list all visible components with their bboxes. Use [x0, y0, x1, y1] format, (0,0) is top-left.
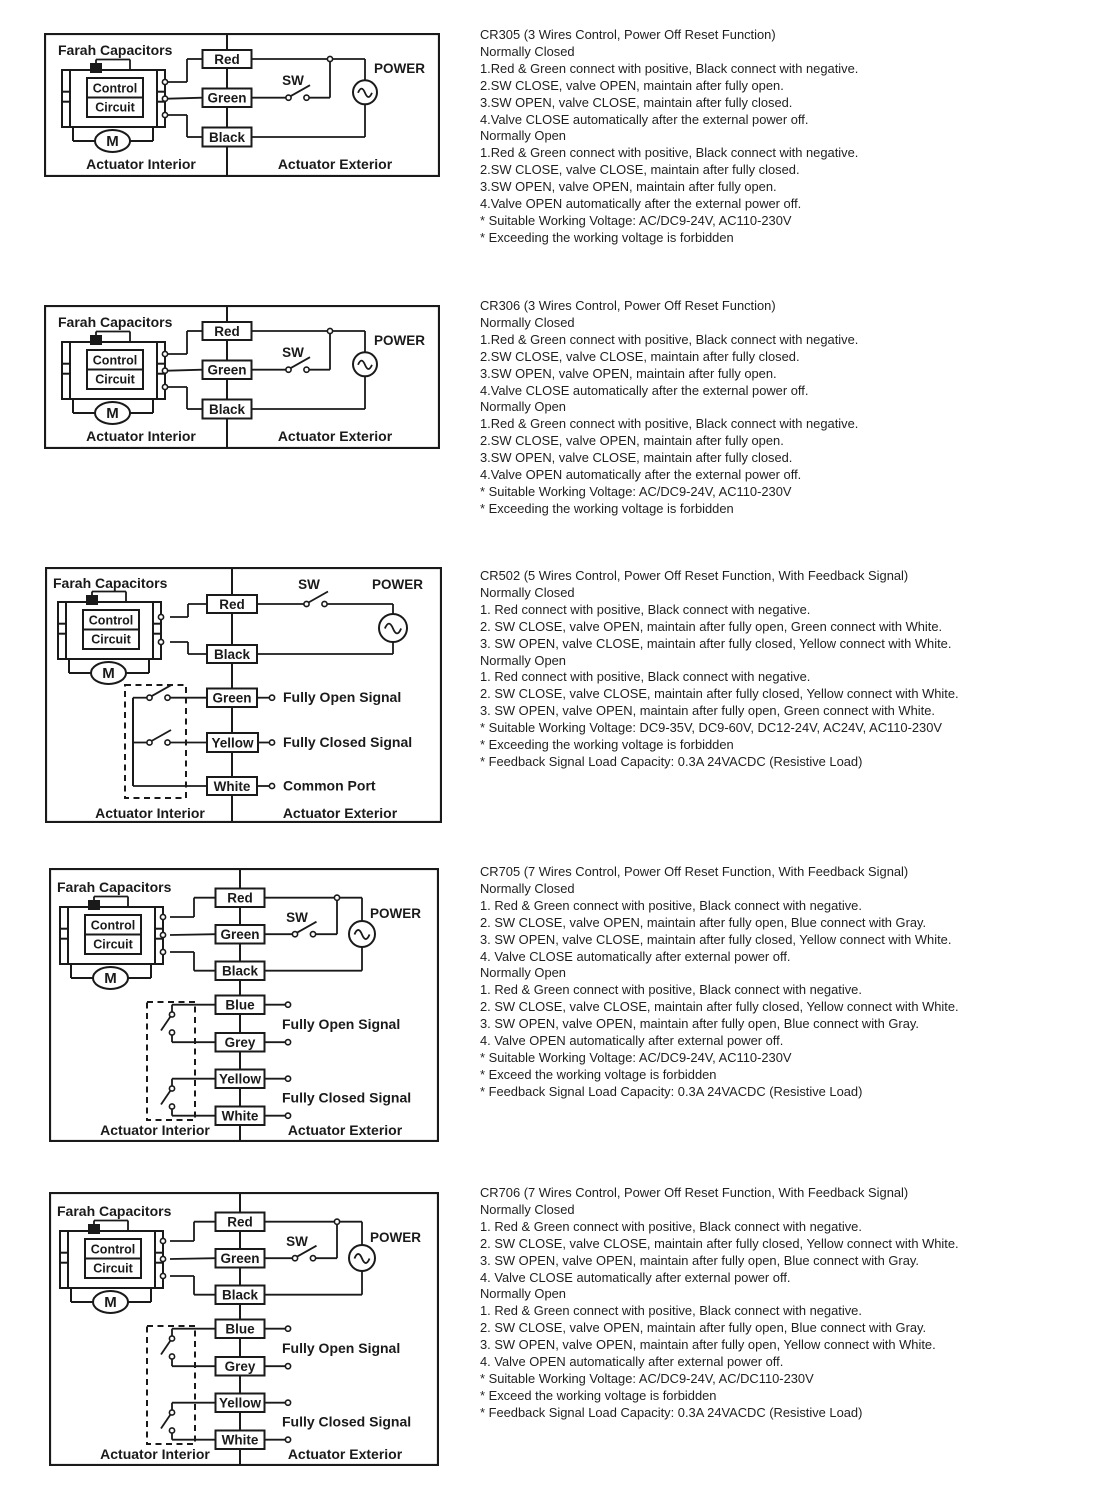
terminal-dot-icon: [285, 1002, 290, 1007]
terminal-dot-icon: [285, 1076, 290, 1081]
spec-line: * Suitable Working Voltage: AC/DC9-24V, AC110-230V: [480, 212, 792, 228]
signal-label: Fully Open Signal: [282, 1016, 401, 1032]
motor-label: M: [104, 1294, 117, 1311]
spec-title: CR706 (7 Wires Control, Power Off Reset Function, With Feedback Signal): [480, 1185, 909, 1200]
sw-label: SW: [298, 577, 320, 592]
wire-label: Green: [207, 362, 247, 378]
wire-box-yellow: [207, 733, 258, 752]
wire-box-yellow: [216, 1070, 265, 1089]
terminal-dot-icon: [269, 783, 274, 788]
spec-line: * Exceeding the working voltage is forbidden: [480, 737, 734, 753]
wire-label: Grey: [224, 1035, 256, 1051]
wire-box-red: [216, 1213, 265, 1232]
wire-label: Yellow: [218, 1071, 262, 1087]
wire-label: Blue: [225, 997, 255, 1013]
signal-label: Common Port: [283, 777, 376, 794]
farah-capacitors-label: Farah Capacitors: [57, 1203, 172, 1219]
wire-label: Red: [227, 1214, 253, 1230]
circuit-label: Circuit: [91, 632, 131, 647]
spec-line: 3.SW OPEN, valve OPEN, maintain after fully open.: [480, 179, 777, 195]
spec-line: Normally Open: [480, 128, 566, 144]
wire-label: Grey: [224, 1359, 256, 1375]
spec-line: 1. Red connect with positive, Black connect with negative.: [480, 669, 811, 685]
spec-line: 2. SW CLOSE, valve CLOSE, maintain after fully closed, Yellow connect with White.: [480, 1235, 959, 1251]
terminal-dot-icon: [285, 1326, 290, 1331]
wire-label: Black: [221, 963, 259, 979]
terminal-dot-icon: [162, 384, 167, 389]
capacitor-icon: [88, 1224, 100, 1234]
spec-line: 3. SW OPEN, valve OPEN, maintain after fully open, Blue connect with Gray.: [480, 1252, 919, 1268]
spec-line: * Feedback Signal Load Capacity: 0.3A 24VACDC (Resistive Load): [480, 1404, 863, 1420]
terminal-dot-icon: [285, 1364, 290, 1369]
circuit-label: Circuit: [95, 100, 135, 115]
spec-line: 4. Valve OPEN automatically after external power off.: [480, 1354, 784, 1370]
ac-power-source-icon: [353, 352, 377, 376]
terminal-dot-icon: [162, 112, 167, 117]
terminal-dot-icon: [334, 1219, 339, 1224]
spec-line: 4. Valve CLOSE automatically after external power off.: [480, 1269, 791, 1285]
terminal-dot-icon: [304, 367, 309, 372]
terminal-dot-icon: [160, 1238, 165, 1243]
spec-line: Normally Closed: [480, 584, 575, 600]
spec-line: Normally Closed: [480, 43, 575, 59]
wire-box-red: [203, 322, 252, 340]
actuator-interior-label: Actuator Interior: [86, 428, 196, 444]
spec-line: 1. Red connect with positive, Black connect with negative.: [480, 601, 811, 617]
motor-label: M: [106, 405, 119, 422]
actuator-exterior-label: Actuator Exterior: [287, 1446, 403, 1462]
actuator-exterior-label: Actuator Exterior: [287, 1122, 403, 1138]
terminal-dot-icon: [162, 368, 167, 373]
spec-line: 3. SW OPEN, valve CLOSE, maintain after fully closed, Yellow connect with White.: [480, 931, 952, 947]
spec-line: 3.SW OPEN, valve CLOSE, maintain after fully closed.: [480, 450, 793, 466]
wire-label: Black: [221, 1287, 259, 1303]
wire-box-yellow: [216, 1394, 265, 1413]
spec-line: 4.Valve OPEN automatically after the external power off.: [480, 467, 802, 483]
spec-line: 2. SW CLOSE, valve CLOSE, maintain after fully closed, Yellow connect with White.: [480, 999, 959, 1015]
spec-text-cr305: [480, 27, 1108, 247]
spec-line: Normally Open: [480, 399, 566, 415]
spec-line: 2.SW CLOSE, valve OPEN, maintain after fully open.: [480, 433, 784, 449]
spec-line: 2. SW CLOSE, valve OPEN, maintain after fully open, Blue connect with Gray.: [480, 1320, 927, 1336]
ac-power-source-icon: [349, 921, 375, 947]
terminal-dot-icon: [158, 639, 163, 644]
spec-line: 1. Red & Green connect with positive, Black connect with negative.: [480, 897, 862, 913]
terminal-dot-icon: [160, 914, 165, 919]
terminal-dot-icon: [285, 1113, 290, 1118]
sw-label: SW: [282, 73, 304, 88]
control-label: Control: [90, 1242, 136, 1257]
wire-label: Black: [213, 646, 251, 662]
circuit-label: Circuit: [93, 937, 133, 952]
capacitor-icon: [90, 335, 102, 345]
spec-line: 3.SW OPEN, valve OPEN, maintain after fully open.: [480, 365, 777, 381]
wire-box-blue: [216, 1320, 265, 1339]
terminal-dot-icon: [169, 1428, 174, 1433]
signal-label: Fully Closed Signal: [282, 1089, 412, 1106]
wire-label: Green: [220, 927, 260, 943]
wire-box-black: [203, 400, 252, 419]
wire-label: Red: [214, 323, 240, 339]
wire-box-blue: [216, 996, 265, 1015]
signal-label: Fully Open Signal: [282, 1340, 401, 1356]
wire-label: Green: [207, 90, 247, 106]
spec-line: Normally Open: [480, 965, 566, 981]
wiring-diagram-cr502: [45, 567, 442, 823]
wire-box-grey: [216, 1033, 265, 1052]
circuit-label: Circuit: [95, 372, 135, 387]
terminal-dot-icon: [327, 56, 332, 61]
terminal-dot-icon: [160, 932, 165, 937]
wire-label: White: [213, 778, 251, 794]
spec-line: * Exceed the working voltage is forbidden: [480, 1387, 717, 1403]
terminal-dot-icon: [285, 1040, 290, 1045]
spec-line: 2.SW CLOSE, valve CLOSE, maintain after fully closed.: [480, 162, 800, 178]
capacitor-icon: [90, 63, 102, 73]
spec-line: 1.Red & Green connect with positive, Black connect with negative.: [480, 416, 859, 432]
wire-box-green: [203, 361, 252, 380]
actuator-exterior-label: Actuator Exterior: [277, 428, 393, 444]
circuit-label: Circuit: [93, 1261, 133, 1276]
capacitor-icon: [86, 595, 98, 605]
terminal-dot-icon: [162, 351, 167, 356]
sw-label: SW: [286, 910, 308, 925]
wire-label: Black: [208, 129, 246, 145]
spec-line: * Suitable Working Voltage: AC/DC9-24V, AC110-230V: [480, 483, 792, 499]
spec-line: * Exceeding the working voltage is forbidden: [480, 229, 734, 245]
spec-line: 4. Valve CLOSE automatically after external power off.: [480, 948, 791, 964]
wire-label: Black: [208, 401, 246, 417]
wire-label: Green: [220, 1251, 260, 1267]
wire-label: Blue: [225, 1321, 255, 1337]
terminal-dot-icon: [285, 1437, 290, 1442]
spec-line: 3. SW OPEN, valve CLOSE, maintain after fully closed, Yellow connect with White.: [480, 635, 952, 651]
control-label: Control: [92, 353, 138, 368]
spec-line: 1.Red & Green connect with positive, Black connect with negative.: [480, 145, 859, 161]
farah-capacitors-label: Farah Capacitors: [57, 879, 172, 895]
farah-capacitors-label: Farah Capacitors: [58, 42, 173, 58]
wiring-diagram-cr706: [49, 1192, 439, 1466]
wire-box-white: [216, 1431, 265, 1450]
spec-title: CR502 (5 Wires Control, Power Off Reset Function, With Feedback Signal): [480, 568, 909, 583]
spec-line: 3. SW OPEN, valve OPEN, maintain after fully open, Green connect with White.: [480, 703, 935, 719]
spec-title: CR306 (3 Wires Control, Power Off Reset Function): [480, 298, 776, 313]
actuator-interior-label: Actuator Interior: [95, 805, 205, 821]
motor-label: M: [106, 133, 119, 150]
spec-title: CR305 (3 Wires Control, Power Off Reset Function): [480, 27, 776, 42]
spec-line: 1. Red & Green connect with positive, Black connect with negative.: [480, 982, 862, 998]
spec-text-cr306: [480, 298, 1108, 518]
terminal-dot-icon: [158, 614, 163, 619]
terminal-dot-icon: [334, 895, 339, 900]
terminal-dot-icon: [162, 96, 167, 101]
actuator-interior-label: Actuator Interior: [100, 1122, 210, 1138]
spec-title: CR705 (7 Wires Control, Power Off Reset Function, With Feedback Signal): [480, 864, 909, 879]
capacitor-icon: [88, 900, 100, 910]
actuator-interior-label: Actuator Interior: [100, 1446, 210, 1462]
wire-box-white: [207, 777, 257, 795]
signal-label: Fully Closed Signal: [282, 1413, 412, 1430]
terminal-dot-icon: [310, 1256, 315, 1261]
wire-box-green: [203, 89, 252, 108]
spec-line: 1. Red & Green connect with positive, Black connect with negative.: [480, 1303, 862, 1319]
power-label: POWER: [370, 1230, 422, 1245]
wire-label: White: [221, 1432, 259, 1448]
wire-box-red: [203, 50, 252, 68]
wiring-diagram-cr306: [44, 305, 440, 449]
spec-line: 1. Red & Green connect with positive, Black connect with negative.: [480, 1218, 862, 1234]
terminal-dot-icon: [285, 1400, 290, 1405]
wire-box-red: [216, 889, 265, 908]
actuator-exterior-label: Actuator Exterior: [277, 156, 393, 172]
spec-line: 3. SW OPEN, valve OPEN, maintain after fully open, Blue connect with Gray.: [480, 1016, 919, 1032]
control-label: Control: [90, 918, 136, 933]
wire-label: Yellow: [211, 735, 254, 751]
motor-label: M: [102, 665, 115, 682]
spec-line: * Suitable Working Voltage: AC/DC9-24V, AC/DC110-230V: [480, 1370, 814, 1386]
control-label: Control: [92, 81, 138, 96]
signal-label: Fully Closed Signal: [283, 734, 413, 750]
wire-box-red: [207, 595, 257, 613]
motor-label: M: [104, 970, 117, 987]
wiring-diagram-cr305: [44, 33, 440, 177]
terminal-dot-icon: [169, 1104, 174, 1109]
ac-power-source-icon: [379, 614, 407, 642]
signal-label: Fully Open Signal: [283, 689, 402, 706]
spec-line: 1.Red & Green connect with positive, Black connect with negative.: [480, 60, 859, 76]
spec-line: 2. SW CLOSE, valve CLOSE, maintain after fully closed, Yellow connect with White.: [480, 686, 959, 702]
wire-label: Red: [227, 890, 253, 906]
wire-box-grey: [216, 1357, 265, 1376]
wire-box-green: [216, 1249, 265, 1268]
spec-line: Normally Closed: [480, 1201, 575, 1217]
spec-line: 3. SW OPEN, valve OPEN, maintain after fully open, Yellow connect with White.: [480, 1337, 936, 1353]
power-label: POWER: [374, 333, 426, 348]
spec-line: Normally Closed: [480, 314, 575, 330]
terminal-dot-icon: [310, 932, 315, 937]
power-label: POWER: [370, 906, 422, 921]
wire-box-black: [216, 1286, 265, 1305]
wire-label: White: [221, 1108, 259, 1124]
spec-line: Normally Open: [480, 1286, 566, 1302]
spec-line: * Exceed the working voltage is forbidden: [480, 1066, 717, 1082]
spec-line: 4.Valve CLOSE automatically after the external power off.: [480, 111, 809, 127]
spec-text-cr705: [480, 864, 1108, 1101]
spec-line: 1.Red & Green connect with positive, Black connect with negative.: [480, 331, 859, 347]
terminal-dot-icon: [160, 1256, 165, 1261]
terminal-dot-icon: [160, 1273, 165, 1278]
terminal-dot-icon: [269, 695, 274, 700]
spec-line: 2.SW CLOSE, valve CLOSE, maintain after fully closed.: [480, 348, 800, 364]
ac-power-source-icon: [349, 1245, 375, 1271]
wire-label: Yellow: [218, 1395, 262, 1411]
terminal-dot-icon: [322, 601, 327, 606]
terminal-dot-icon: [162, 79, 167, 84]
spec-line: 4.Valve CLOSE automatically after the external power off.: [480, 382, 809, 398]
spec-line: 3.SW OPEN, valve CLOSE, maintain after fully closed.: [480, 94, 793, 110]
wire-label: Red: [214, 51, 240, 67]
spec-line: 4.Valve OPEN automatically after the external power off.: [480, 196, 802, 212]
sw-label: SW: [286, 1234, 308, 1249]
terminal-dot-icon: [169, 1030, 174, 1035]
spec-line: * Suitable Working Voltage: AC/DC9-24V, AC110-230V: [480, 1049, 792, 1065]
spec-line: 2. SW CLOSE, valve OPEN, maintain after fully open, Green connect with White.: [480, 618, 943, 634]
power-label: POWER: [374, 61, 426, 76]
spec-line: 2.SW CLOSE, valve OPEN, maintain after fully open.: [480, 77, 784, 93]
actuator-interior-label: Actuator Interior: [86, 156, 196, 172]
terminal-dot-icon: [160, 949, 165, 954]
terminal-dot-icon: [169, 1354, 174, 1359]
terminal-dot-icon: [304, 95, 309, 100]
wire-box-white: [216, 1107, 265, 1126]
spec-line: Normally Open: [480, 652, 566, 668]
power-label: POWER: [372, 577, 424, 592]
wire-box-green: [207, 689, 257, 708]
spec-line: * Feedback Signal Load Capacity: 0.3A 24VACDC (Resistive Load): [480, 1083, 863, 1099]
wire-box-black: [207, 645, 257, 663]
wire-label: Red: [219, 596, 245, 612]
spec-line: * Feedback Signal Load Capacity: 0.3A 24VACDC (Resistive Load): [480, 753, 863, 769]
wire-box-black: [216, 962, 265, 981]
wire-box-green: [216, 925, 265, 944]
spec-line: 4. Valve OPEN automatically after external power off.: [480, 1033, 784, 1049]
spec-line: * Exceeding the working voltage is forbidden: [480, 500, 734, 516]
spec-text-cr706: [480, 1185, 1108, 1422]
spec-line: 2. SW CLOSE, valve OPEN, maintain after fully open, Blue connect with Gray.: [480, 914, 927, 930]
spec-line: Normally Closed: [480, 880, 575, 896]
farah-capacitors-label: Farah Capacitors: [53, 575, 168, 591]
wire-box-black: [203, 128, 252, 147]
actuator-exterior-label: Actuator Exterior: [282, 805, 398, 821]
terminal-dot-icon: [165, 695, 170, 700]
terminal-dot-icon: [165, 740, 170, 745]
wiring-diagram-cr705: [49, 868, 439, 1142]
spec-line: * Suitable Working Voltage: DC9-35V, DC9-60V, DC12-24V, AC24V, AC110-230V: [480, 720, 942, 736]
spec-text-cr502: [480, 568, 1108, 771]
terminal-dot-icon: [327, 328, 332, 333]
control-label: Control: [88, 613, 134, 628]
terminal-dot-icon: [269, 740, 274, 745]
ac-power-source-icon: [353, 80, 377, 104]
wire-label: Green: [212, 690, 252, 706]
farah-capacitors-label: Farah Capacitors: [58, 314, 173, 330]
sw-label: SW: [282, 345, 304, 360]
